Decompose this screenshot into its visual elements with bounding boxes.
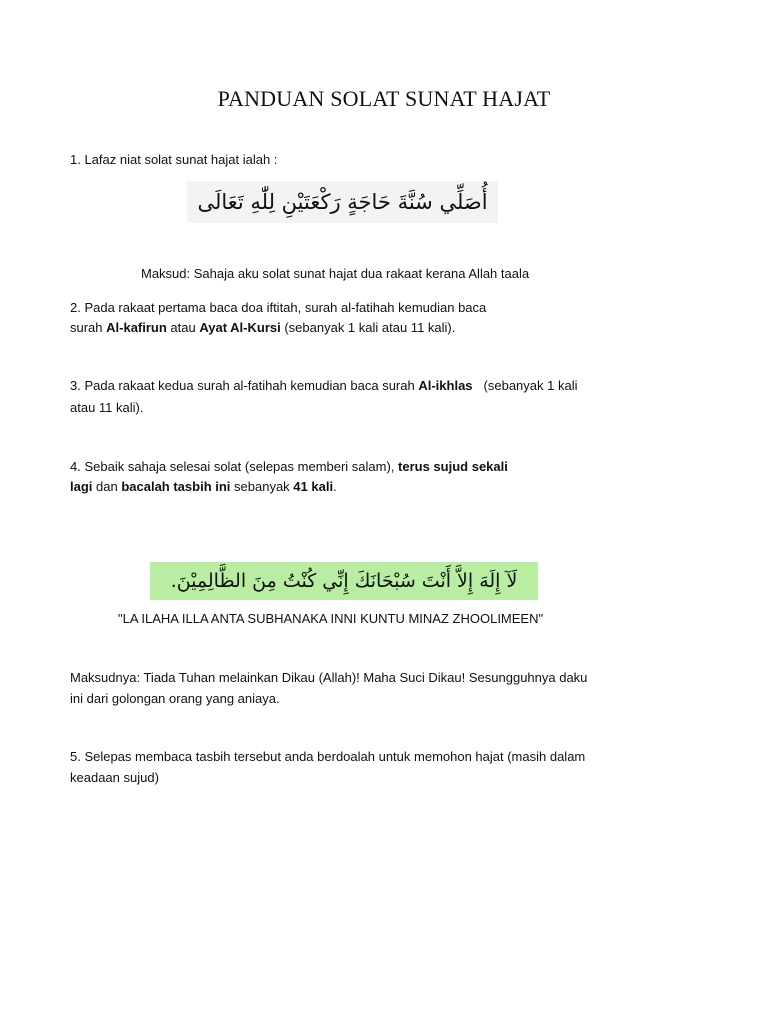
step-4-bold-lagi: lagi	[70, 479, 93, 494]
tasbih-transliteration: "LA ILAHA ILLA ANTA SUBHANAKA INNI KUNTU MINAZ ZHOOLIMEEN"	[118, 611, 544, 626]
tasbih-arabic-text: لَآ إِلَهَ إِلاَّ أَنْتَ سُبْحَانَكَ إِنِّي كُنْتُ مِنَ الظَّالِمِيْنَ.	[170, 570, 518, 592]
step-3-suffix: (sebanyak 1 kali	[483, 378, 578, 393]
step-1-text: 1. Lafaz niat solat sunat hajat ialah :	[70, 152, 278, 167]
document-title: PANDUAN SOLAT SUNAT HAJAT	[217, 86, 551, 111]
tasbih-arabic-image	[150, 562, 538, 600]
step-2-suffix: (sebanyak 1 kali atau 11 kali).	[280, 320, 456, 335]
surah-al-ikhlas: Al-ikhlas	[418, 378, 473, 393]
step-4-suffix: .	[333, 479, 337, 494]
step-3-line-1	[70, 378, 577, 394]
step-2-prefix: surah	[70, 320, 107, 335]
niat-maksud: Maksud: Sahaja aku solat sunat hajat dua rakaat kerana Allah taala	[141, 266, 530, 281]
step-4-prefix: 4. Sebaik sahaja selesai solat (selepas memberi salam),	[70, 459, 399, 474]
step-4-bold-terus-sujud: terus sujud sekali	[398, 459, 508, 474]
ayat-al-kursi: Ayat Al-Kursi	[199, 320, 281, 335]
step-4-connector-1: dan	[92, 479, 122, 494]
step-3-line-2: atau 11 kali).	[70, 400, 144, 415]
step-3-prefix: 3. Pada rakaat kedua surah al-fatihah kemudian baca surah	[70, 378, 419, 393]
step-4-bold-bacalah-tasbih: bacalah tasbih ini	[121, 479, 231, 494]
step-2-line-1: 2. Pada rakaat pertama baca doa iftitah, surah al-fatihah kemudian baca	[70, 300, 487, 315]
step-2-connector: atau	[166, 320, 200, 335]
tasbih-maksud-line-2: ini dari golongan orang yang aniaya.	[70, 691, 280, 706]
surah-al-kafirun: Al-kafirun	[106, 320, 167, 335]
step-2-line-2	[70, 320, 455, 336]
step-4-bold-count: 41 kali	[293, 479, 334, 494]
niat-arabic-text: أُصَلِّي سُنَّةَ حَاجَةٍ رَكْعَتَيْنِ لِلّٰهِ تَعَالَى	[197, 190, 488, 214]
step-4-line-2	[70, 479, 337, 495]
step-5-line-2: keadaan sujud)	[70, 770, 159, 785]
step-4-line-1	[70, 459, 508, 475]
step-5-line-1: 5. Selepas membaca tasbih tersebut anda berdoalah untuk memohon hajat (masih dalam	[70, 749, 586, 764]
step-4-connector-2: sebanyak	[230, 479, 294, 494]
niat-arabic-image	[187, 181, 498, 223]
tasbih-maksud-line-1: Maksudnya: Tiada Tuhan melainkan Dikau (Allah)! Maha Suci Dikau! Sesungguhnya daku	[70, 670, 588, 685]
